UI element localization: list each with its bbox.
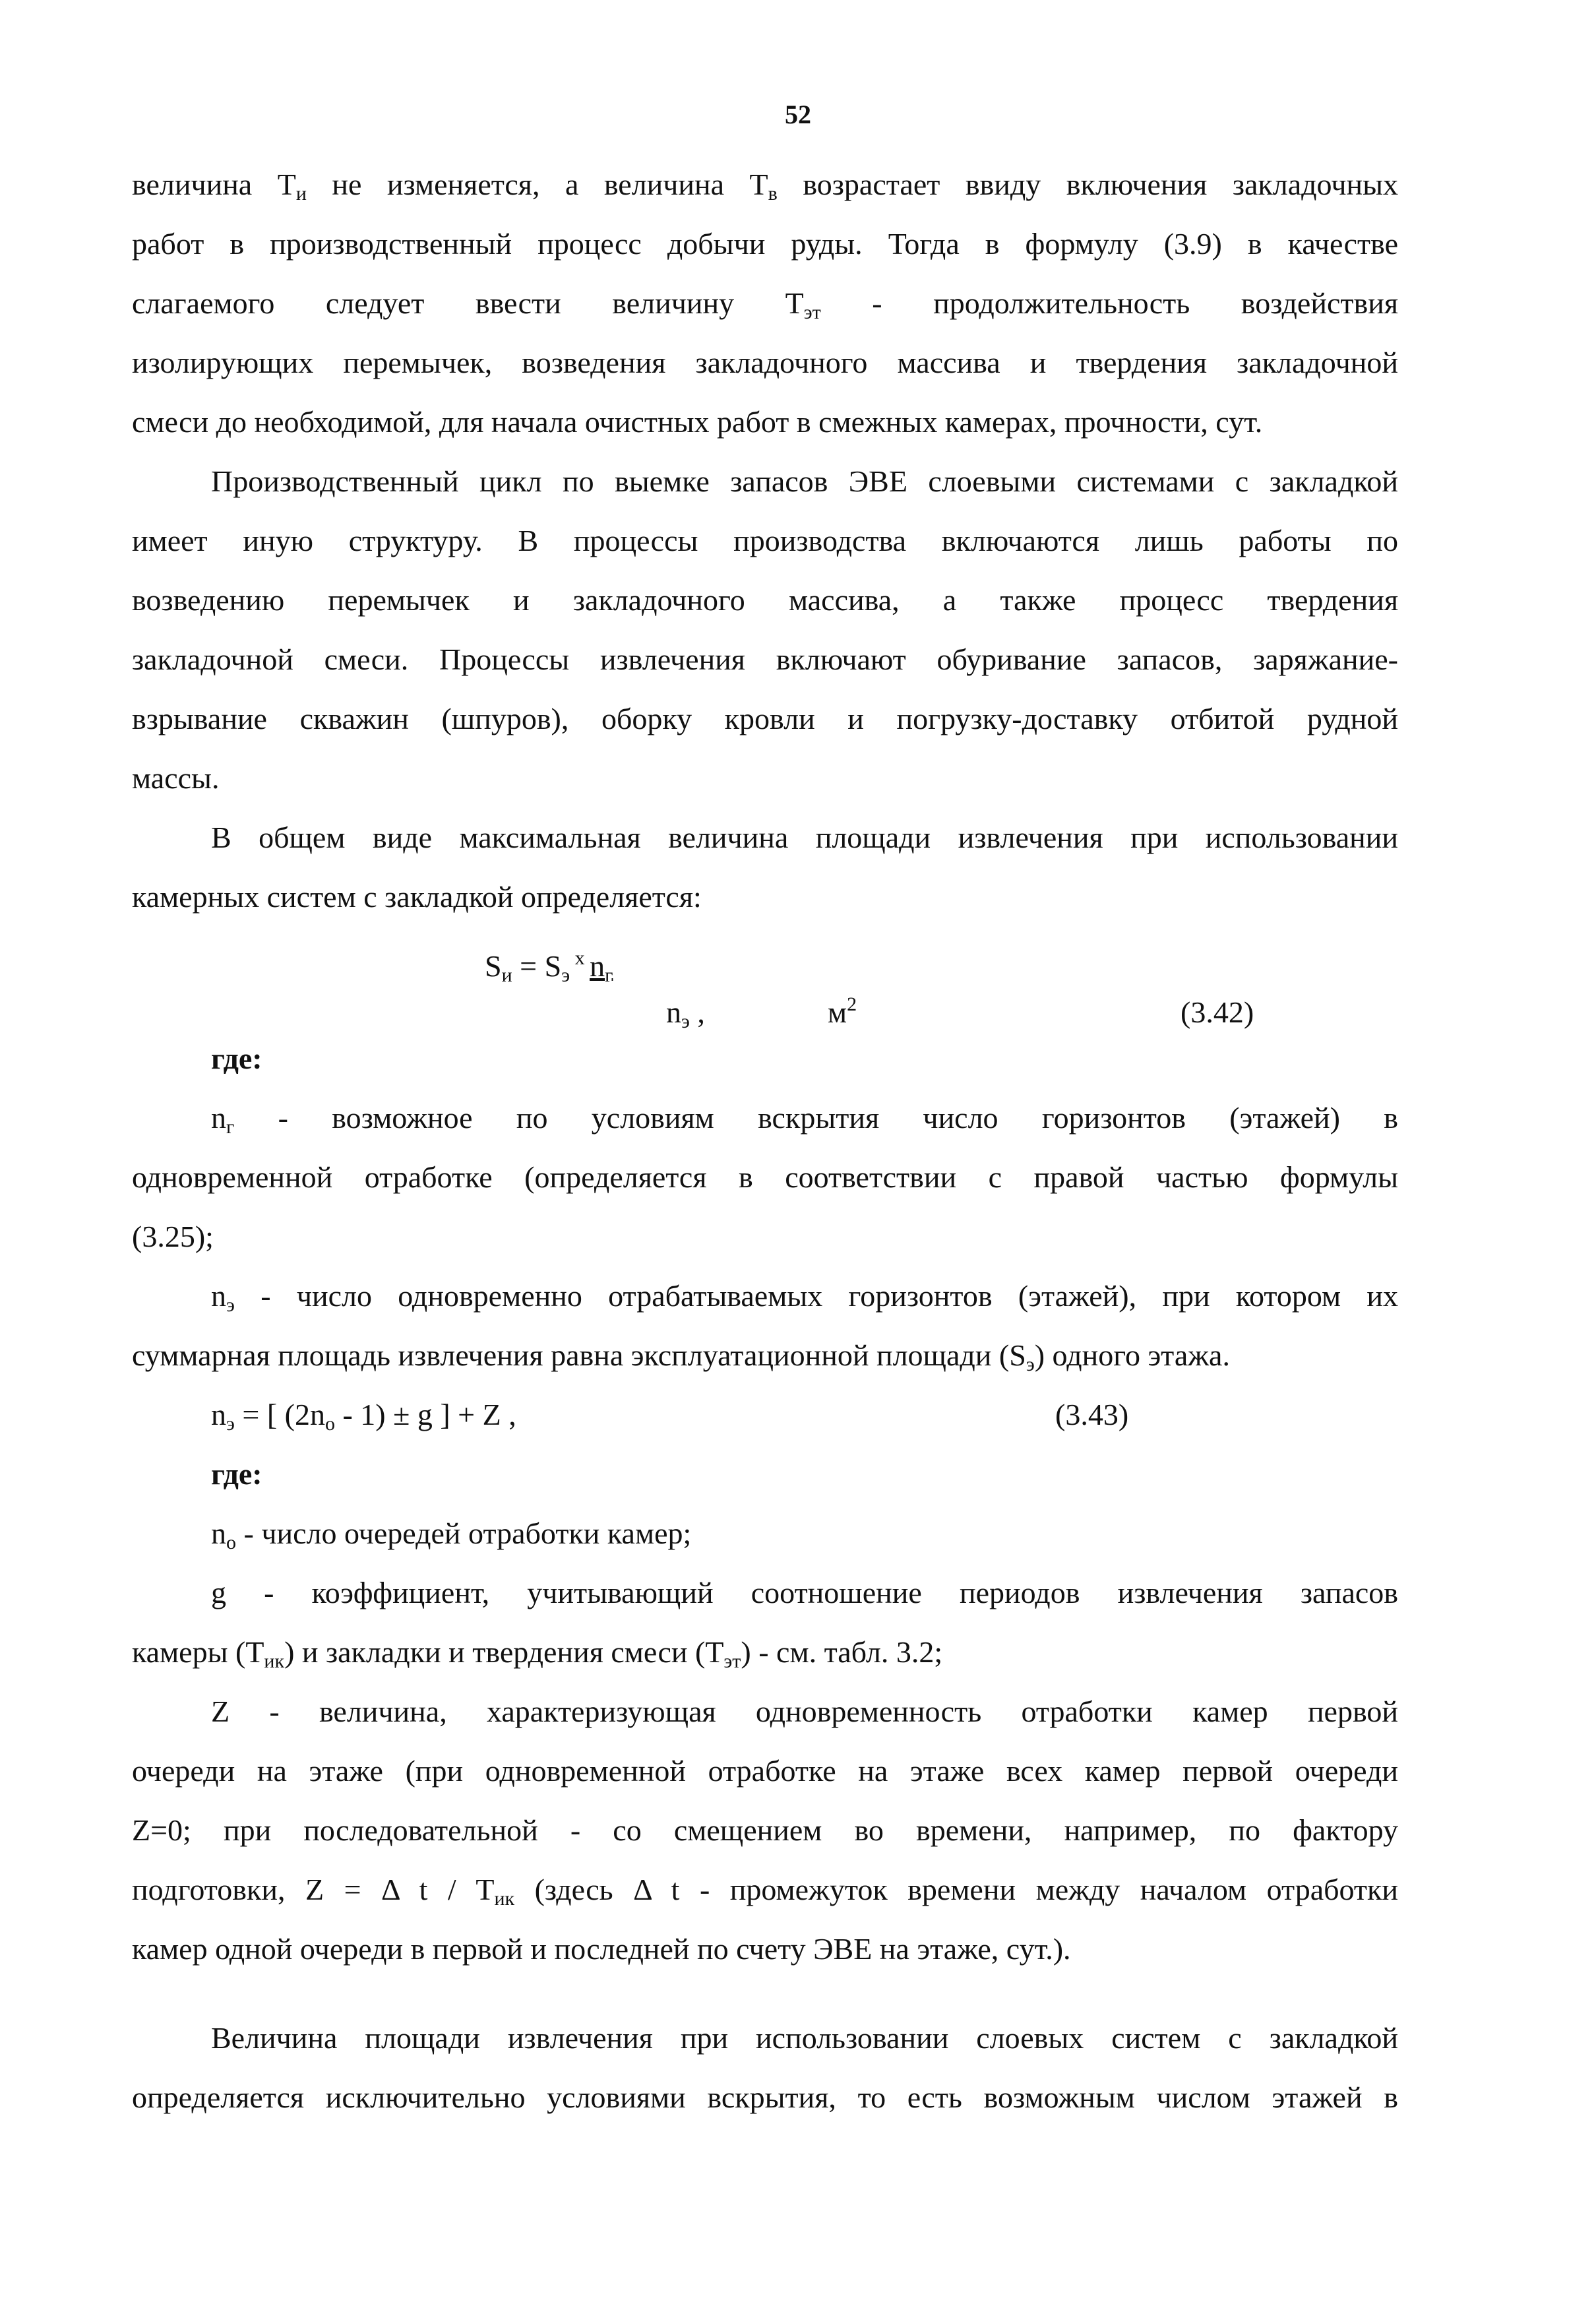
where-label-1: где: <box>211 1042 262 1075</box>
paragraph-2-line-3: возведению перемычек и закладочного массива, а также процесс твердения <box>132 583 1398 617</box>
formula-3-43-number: (3.43) <box>1055 1398 1129 1431</box>
definition-ng-line-3: (3.25); <box>132 1220 214 1253</box>
formula-3-42-number: (3.42) <box>1181 995 1254 1029</box>
definition-ne-line-2: суммарная площадь извлечения равна эксплуатационной площади $(S_э)$ одного этажа. <box>132 1338 1230 1375</box>
definition-ng-line-2: одновременной отработке (определяется в соответствии с правой частью формулы <box>132 1160 1398 1194</box>
definition-g-line-2: камеры $(T_{ик})$ и закладки и твердения смеси $(T_{эт})$ - см. табл. 3.2; <box>132 1635 943 1672</box>
paragraph-1-line-2: работ в производственный процесс добычи руды. Тогда в формулу (3.9) в качестве <box>132 227 1398 261</box>
paragraph-4-line-2: определяется исключительно условиями вскрытия, то есть возможным числом этажей в <box>132 2080 1398 2114</box>
definition-ne-line-1: $n_э$ - число одновременно отрабатываемых горизонтов (этажей), при котором их <box>211 1279 1398 1316</box>
formula-3-42-top: $S_и = S_э$ $^x$ $n_г$ <box>485 947 613 986</box>
definition-z-line-4: подготовки, Z = Δ t / $T_{ик}$ (здесь Δ t - промежуток времени между началом отработки <box>132 1873 1398 1910</box>
definition-z-line-3: Z=0; при последовательной - со смещением во времени, например, по фактору <box>132 1813 1398 1847</box>
paragraph-2-line-4: закладочной смеси. Процессы извлечения включают обуривание запасов, заряжание- <box>132 642 1398 676</box>
definition-z-line-1: Z - величина, характеризующая одновременность отработки камер первой <box>211 1695 1398 1728</box>
paragraph-1-line-1: величина $T_и$ не изменяется, а величина $T_в$ возрастает ввиду включения закладочных <box>132 168 1399 204</box>
paragraph-2-line-1: Производственный цикл по выемке запасов ЭВЕ слоевыми системами с закладкой <box>211 464 1398 498</box>
paragraph-2-line-5: взрывание скважин (шпуров), оборку кровли и погрузку-доставку отбитой рудной <box>132 702 1398 735</box>
definition-z-line-5: камер одной очереди в первой и последней по счету ЭВЕ на этаже, сут.). <box>132 1932 1071 1966</box>
where-label-2: где: <box>211 1457 262 1491</box>
definition-no: $n_о$ - число очередей отработки камер; <box>211 1516 692 1553</box>
paragraph-3-line-2: камерных систем с закладкой определяется: <box>132 880 702 914</box>
formula-3-42-numerator: $n_г$ <box>590 949 613 986</box>
paragraph-1-line-3: слагаемого следует ввести величину $T_{эт}$ - продолжительность воздействия <box>132 286 1398 323</box>
paragraph-1-line-4: изолирующих перемычек, возведения закладочного массива и твердения закладочной <box>132 346 1398 379</box>
formula-3-42-denominator: $n_э$ , <box>666 995 705 1032</box>
formula-3-43: $n_э$ = [ $(2n_о - 1) \pm g$ ] + Z , <box>211 1398 516 1435</box>
paragraph-1-line-5: смеси до необходимой, для начала очистных работ в смежных камерах, прочности, сут. <box>132 405 1263 439</box>
paragraph-2-line-6: массы. <box>132 761 220 795</box>
definition-z-line-2: очереди на этаже (при одновременной отработке на этаже всех камер первой очереди <box>132 1754 1398 1788</box>
page-number: 52 <box>785 100 811 129</box>
definition-g-line-1: g - коэффициент, учитывающий соотношение периодов извлечения запасов <box>211 1576 1398 1609</box>
paragraph-3-line-1: В общем виде максимальная величина площади извлечения при использовании <box>211 821 1398 854</box>
paragraph-2-line-2: имеет иную структуру. В процессы производства включаются лишь работы по <box>132 524 1398 557</box>
paragraph-4-line-1: Величина площади извлечения при использовании слоевых систем с закладкой <box>211 2021 1398 2055</box>
formula-3-42-unit: $м^2$ <box>828 993 857 1029</box>
definition-ng-line-1: $n_г$ - возможное по условиям вскрытия число горизонтов (этажей) в <box>211 1101 1398 1138</box>
